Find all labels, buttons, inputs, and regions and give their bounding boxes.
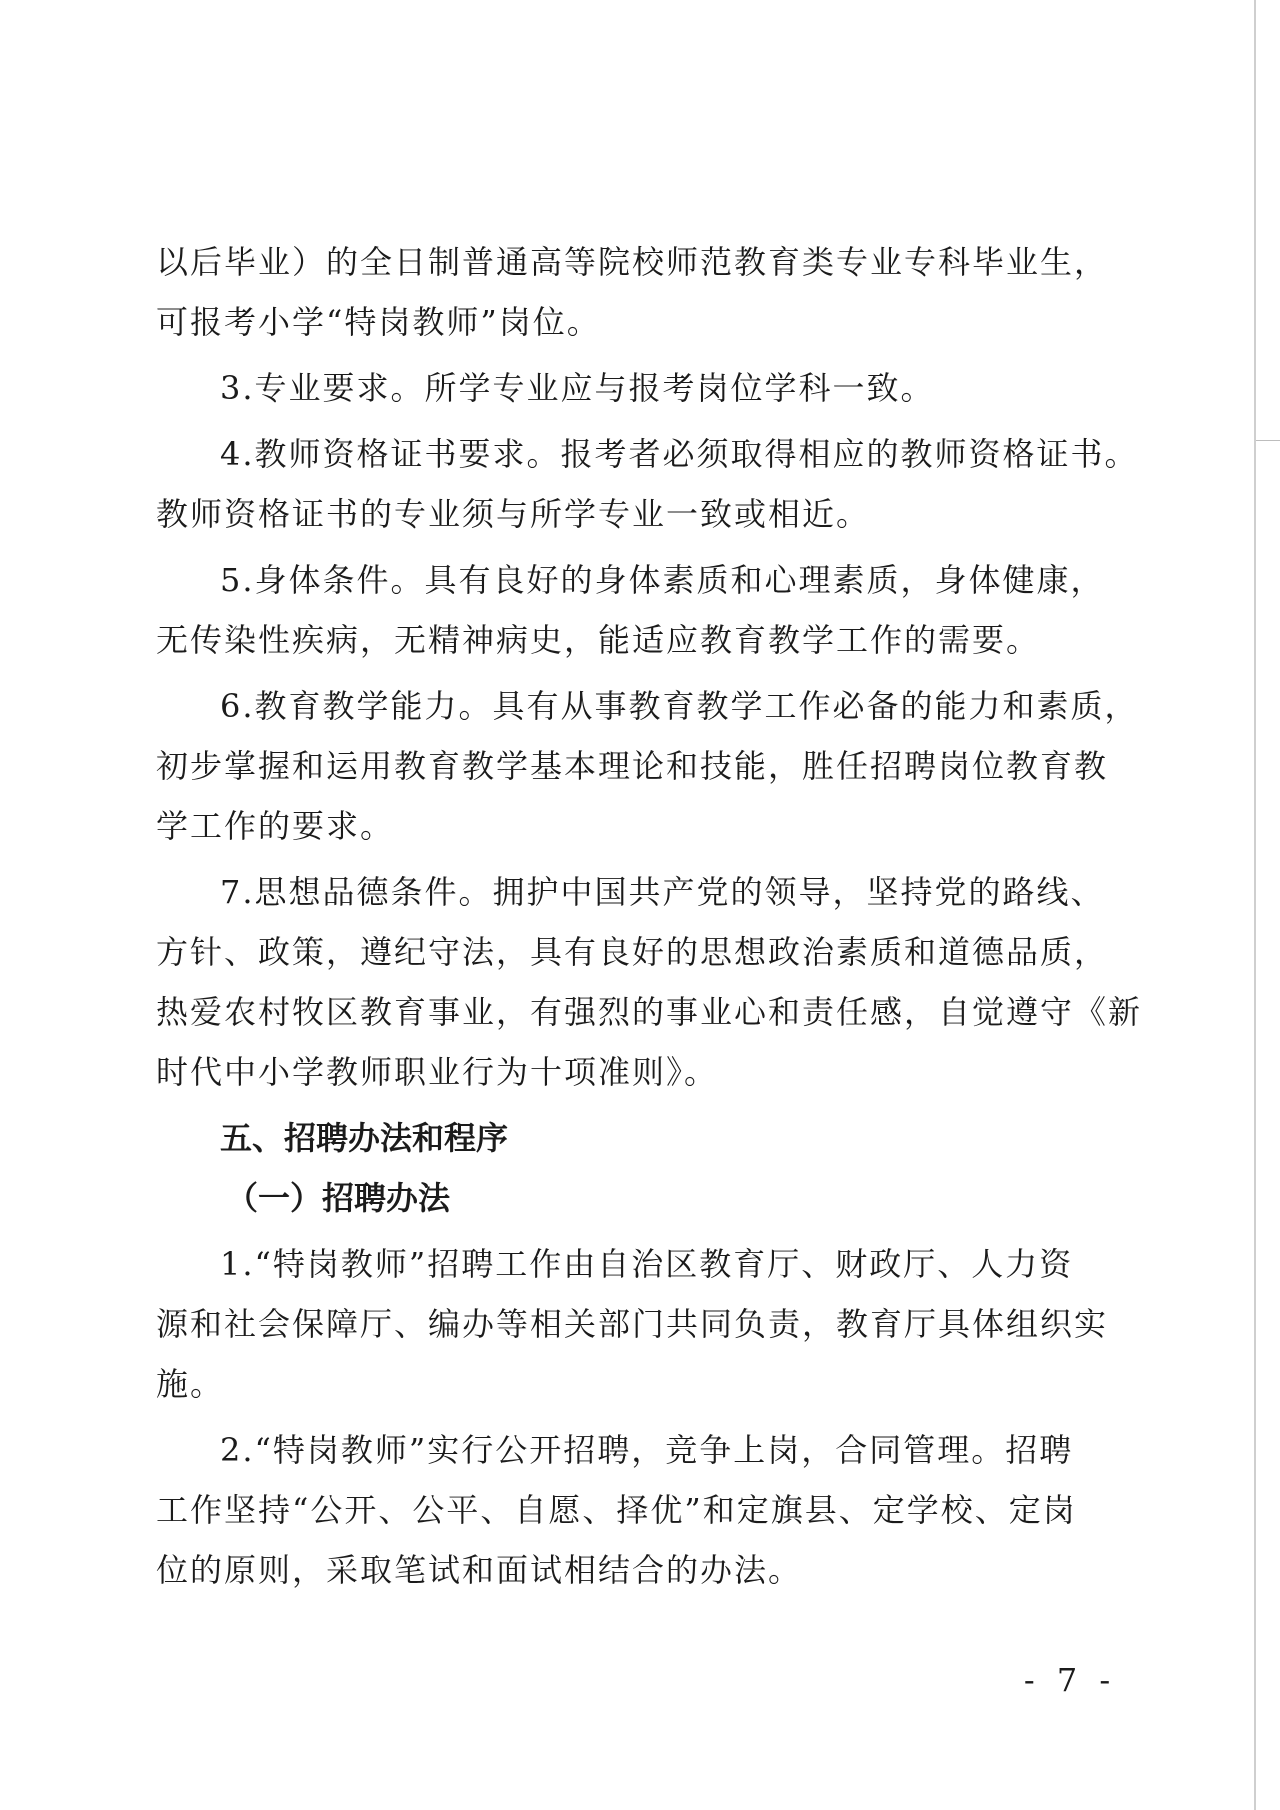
paragraph-line: 方针、政策，遵纪守法，具有良好的思想政治素质和道德品质， bbox=[156, 933, 1109, 971]
paragraph-line: 7.思想品德条件。拥护中国共产党的领导，坚持党的路线、 bbox=[220, 873, 1105, 911]
paragraph-line: 施。 bbox=[156, 1365, 225, 1403]
page-number: - 7 - bbox=[1023, 1661, 1117, 1699]
paragraph-line: 以后毕业）的全日制普通高等院校师范教育类专业专科毕业生， bbox=[156, 243, 1109, 281]
document-body bbox=[156, 232, 1143, 1600]
paragraph-line: 学工作的要求。 bbox=[156, 807, 395, 845]
page-edge-line bbox=[1254, 0, 1256, 1810]
paragraph-line: 位的原则，采取笔试和面试相结合的办法。 bbox=[156, 1551, 803, 1589]
paragraph-line: 无传染性疾病，无精神病史，能适应教育教学工作的需要。 bbox=[156, 621, 1041, 659]
page-edge-tick bbox=[1256, 440, 1280, 441]
paragraph-line: 可报考小学“特岗教师”岗位。 bbox=[156, 303, 601, 341]
paragraph-line: 教师资格证书的专业须与所学专业一致或相近。 bbox=[156, 495, 871, 533]
paragraph-line: 3.专业要求。所学专业应与报考岗位学科一致。 bbox=[220, 369, 935, 407]
paragraph-line: 初步掌握和运用教育教学基本理论和技能，胜任招聘岗位教育教 bbox=[156, 747, 1109, 785]
subsection-heading: （一）招聘办法 bbox=[226, 1179, 451, 1217]
paragraph-line: 5.身体条件。具有良好的身体素质和心理素质，身体健康， bbox=[220, 561, 1105, 599]
paragraph-line: 2.“特岗教师”实行公开招聘，竞争上岗，合同管理。招聘 bbox=[220, 1431, 1074, 1469]
paragraph-line: 6.教育教学能力。具有从事教育教学工作必备的能力和素质， bbox=[220, 687, 1139, 725]
paragraph-line: 工作坚持“公开、公平、自愿、择优”和定旗县、定学校、定岗 bbox=[156, 1491, 1077, 1529]
paragraph-line: 热爱农村牧区教育事业，有强烈的事业心和责任感，自觉遵守《新 bbox=[156, 993, 1143, 1031]
paragraph-line: 时代中小学教师职业行为十项准则》。 bbox=[156, 1053, 719, 1091]
paragraph-line: 1.“特岗教师”招聘工作由自治区教育厅、财政厅、人力资 bbox=[220, 1245, 1074, 1283]
paragraph-line: 源和社会保障厅、编办等相关部门共同负责，教育厅具体组织实 bbox=[156, 1305, 1109, 1343]
section-heading: 五、招聘办法和程序 bbox=[220, 1119, 509, 1157]
paragraph-line: 4.教师资格证书要求。报考者必须取得相应的教师资格证书。 bbox=[220, 435, 1139, 473]
